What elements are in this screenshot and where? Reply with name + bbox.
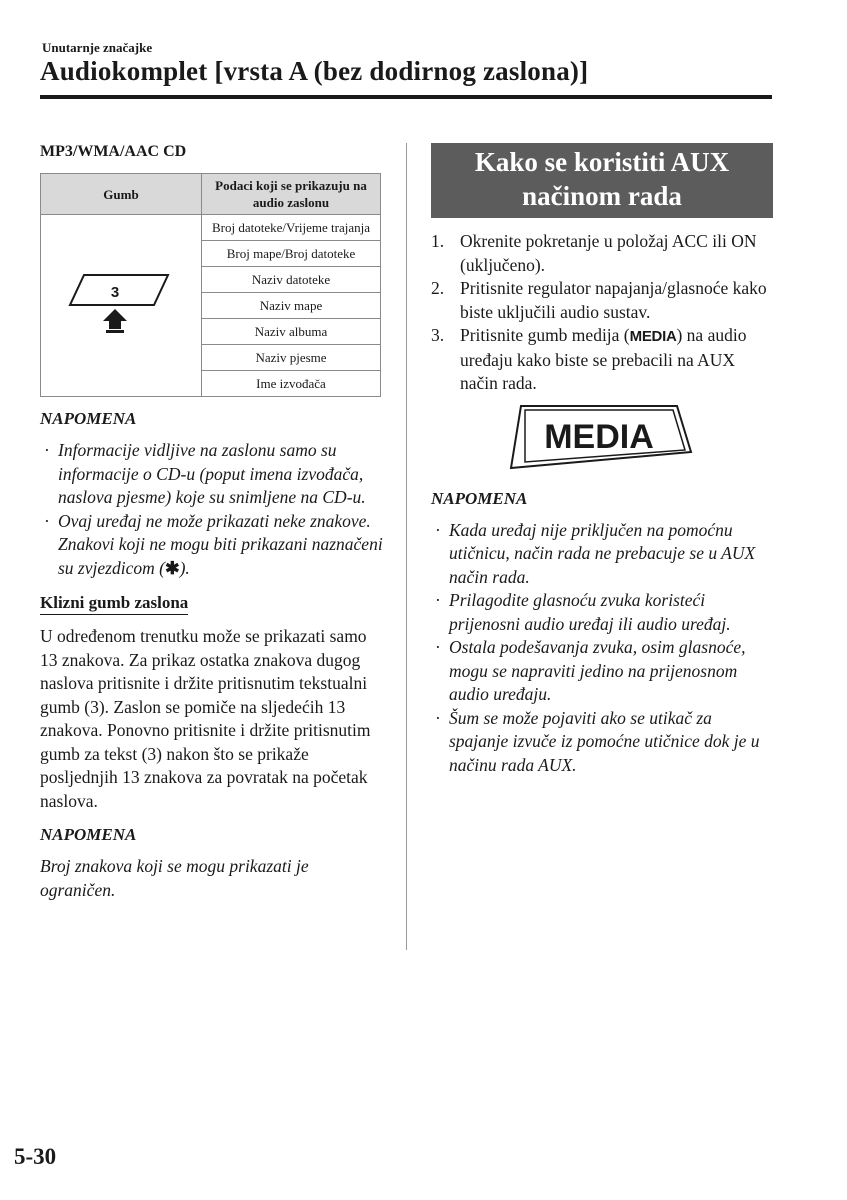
button-illustration-cell bbox=[41, 215, 202, 397]
table-cell: Broj datoteke/Vrijeme trajanja bbox=[202, 215, 381, 241]
note-heading: NAPOMENA bbox=[40, 825, 137, 844]
text-button-3-icon bbox=[66, 271, 176, 337]
note-item bbox=[40, 510, 385, 581]
note-heading: NAPOMENA bbox=[40, 409, 137, 428]
aux-title-line: Kako se koristiti AUX bbox=[474, 147, 730, 177]
note-item: · Kada uređaj nije priključen na pomoćnu utičnicu, način rada ne prebacuje se u AUX način rada. bbox=[431, 519, 773, 590]
left-column bbox=[40, 143, 385, 902]
note-text: Ovaj uređaj ne može prikazati neke znakove. Znakovi koji ne mogu biti prikazani naznačeni su zvjezdicom ( bbox=[58, 510, 383, 578]
steps-list bbox=[431, 230, 773, 396]
media-button-icon bbox=[507, 402, 693, 472]
table-header-button: Gumb bbox=[41, 174, 202, 215]
page-title: Audiokomplet [vrsta A (bez dodirnog zaslona)] bbox=[40, 56, 589, 86]
table-cell: Naziv pjesme bbox=[202, 345, 381, 371]
note-item: · Ostala podešavanja zvuka, osim glasnoće, mogu se napraviti jedino na prijenosnom audio uređaju. bbox=[431, 636, 773, 707]
button-number: 3 bbox=[110, 283, 120, 301]
media-button-label: MEDIA bbox=[544, 417, 654, 456]
note-heading: NAPOMENA bbox=[431, 488, 528, 508]
table-cell: Ime izvođača bbox=[202, 371, 381, 397]
note-text-end: ). bbox=[179, 557, 190, 578]
table-cell: Naziv mape bbox=[202, 293, 381, 319]
step-item: 2. Pritisnite regulator napajanja/glasnoće kako biste uključili audio sustav. bbox=[431, 278, 767, 322]
scroll-button-text: U određenom trenutku može se prikazati samo 13 znakova. Za prikaz ostatka znakova dugog naslova pritisnite i držite pritisnutim tekstualni gumb (3). Zaslon se pomiče na sljedećih 13 znakova. Ponovno pritisnite i držite pritisnutim gumb za tekst (3) nakon što se prikaže posljednjih 13 znakova za povratak na početak naslova. bbox=[40, 626, 371, 811]
header-rule bbox=[40, 95, 772, 99]
media-inline-label: MEDIA bbox=[629, 328, 677, 345]
aux-section-title bbox=[431, 143, 773, 218]
column-divider bbox=[406, 143, 407, 950]
scroll-button-heading: Klizni gumb zaslona bbox=[40, 593, 188, 615]
table-cell: Naziv albuma bbox=[202, 319, 381, 345]
asterisk-icon: ✱ bbox=[164, 557, 180, 578]
note-text: Broj znakova koji se mogu prikazati je ograničen. bbox=[40, 856, 309, 900]
right-column bbox=[431, 143, 773, 777]
step-item: 1. Okrenite pokretanje u položaj ACC ili ON (uključeno). bbox=[431, 231, 757, 275]
mp3-section-title: MP3/WMA/AAC CD bbox=[40, 143, 187, 160]
section-label: Unutarnje značajke bbox=[42, 40, 153, 55]
page-number: 5-30 bbox=[14, 1144, 57, 1169]
table-cell: Naziv datoteke bbox=[202, 267, 381, 293]
table-header-display: Podaci koji se prikazuju na audio zaslonu bbox=[202, 174, 381, 215]
step-item: 3. Pritisnite gumb medija (MEDIA) na audio uređaju kako biste se prebacili na AUX način rada. bbox=[431, 325, 747, 393]
press-arrow-icon bbox=[103, 309, 127, 329]
display-info-table bbox=[40, 173, 381, 397]
note-item: · Prilagodite glasnoću zvuka koristeći prijenosni audio uređaj ili audio uređaj. bbox=[431, 589, 773, 636]
note-list bbox=[40, 439, 385, 580]
note-item: · Šum se može pojaviti ako se utikač za spajanje izvuče iz pomoćne utičnice dok je u načinu rada AUX. bbox=[431, 707, 773, 778]
table-cell: Broj mape/Broj datoteke bbox=[202, 241, 381, 267]
table-row bbox=[41, 215, 381, 241]
aux-title-line: načinom rada bbox=[522, 181, 682, 211]
note-item: · Informacije vidljive na zaslonu samo su informacije o CD-u (poput imena izvođača, naslova pjesme) koje su snimljene na CD-u. bbox=[40, 439, 385, 510]
note-list bbox=[431, 519, 773, 778]
